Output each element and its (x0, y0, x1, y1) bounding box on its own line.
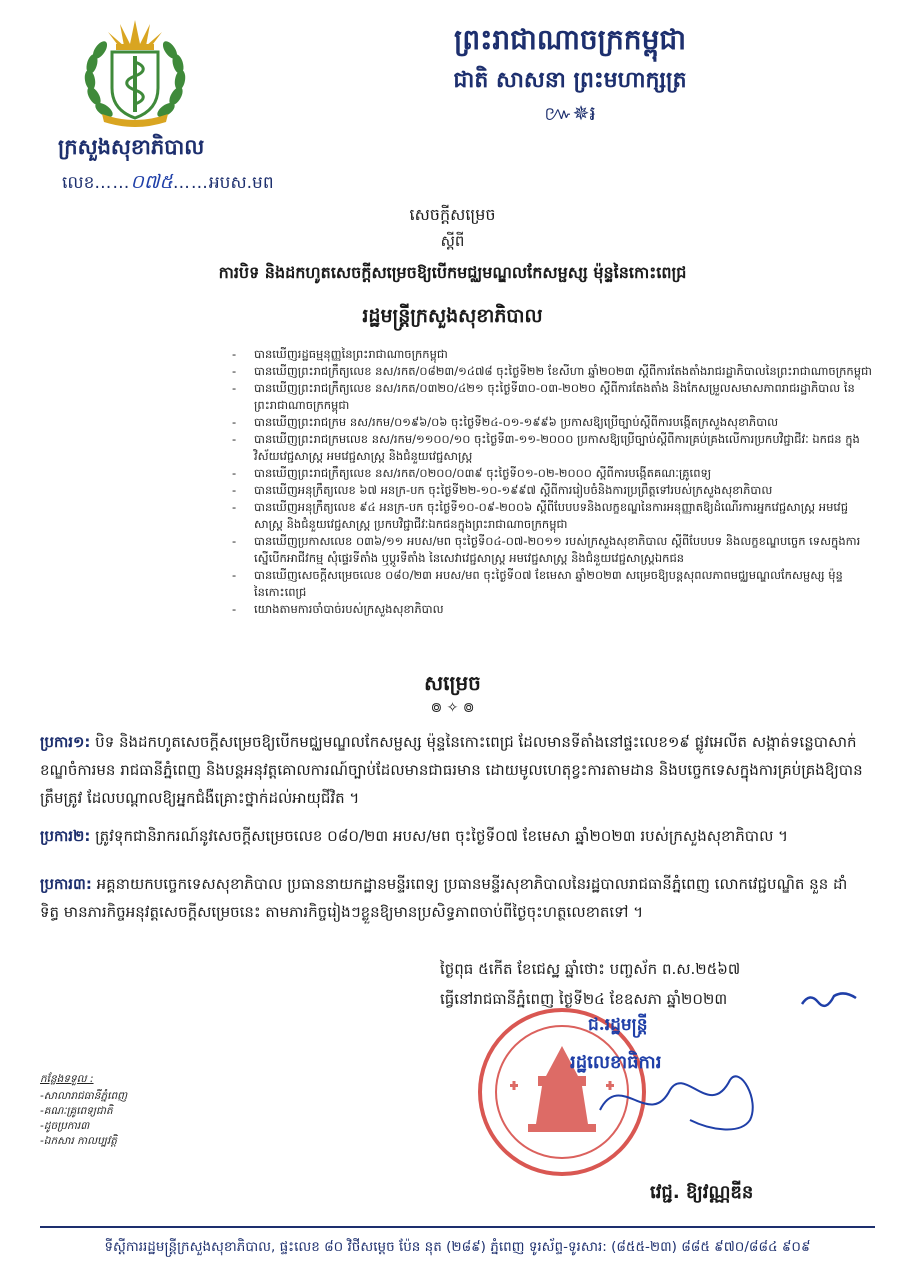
list-item: - បានឃើញរដ្ឋធម្មនុញ្ញនៃព្រះរាជាណាចក្រកម្ពុជា (232, 347, 448, 361)
list-item: - បានឃើញព្រះរាជក្រមលេខ នស/រកម/១១០០/១០ ចុះថ្ងៃទី៣-១១-២០០០ ប្រកាសឱ្យប្រើច្បាប់ស្តីពីការគ្រប់គ្រងលើការប្រកបវិជ្ជាជីវៈ ឯកជន ក្នុងវិស័យវេជ្ជសាស្ត្រ អមវេជ្ជសាស្ត្រ និងជំនួយវេជ្ជសាស្ត្រ (232, 432, 860, 463)
footer-address: ទីស្តីការរដ្ឋមន្ត្រីក្រសួងសុខាភិបាល, ផ្ទះលេខ ៨០ វិថីសម្តេច ប៉ែន នុត (២៨៩) ភ្នំពេញ ទូរស័ព្ទ-ទូរសារ: (៨៥៥-២៣) ៨៨៥ ៩៧០/៨៨៤ ៩០៩ (104, 1239, 811, 1255)
signatory-name: វេជ្ជ. ឱ្យវណ្ណឌីន (650, 1182, 754, 1203)
doc-subject: ការបិទ និងដកហូតសេចក្តីសម្រេចឱ្យបើកមជ្ឈមណ្ឌលកែសម្ផស្ស ម៉ុន្ទនៃកោះពេជ្រ (218, 263, 687, 282)
ref-suffix: អបស.មព (208, 173, 274, 193)
signature-title: ជ.រដ្ឋមន្ត្រី (588, 1015, 648, 1035)
article-label: ប្រការ២: (40, 827, 91, 845)
place-date: ធ្វើនៅរាជធានីភ្នំពេញ ថ្ងៃទី២៤ ខែឧសភា ឆ្នាំ២០២៣ (440, 990, 728, 1008)
health-ministry-emblem-icon (80, 18, 190, 130)
distribution-title: កន្លែងទទួល : (40, 1073, 94, 1085)
ref-number: ០៧៥ (130, 171, 173, 193)
article-text: បិទ និងដកហូតសេចក្តីសម្រេចឱ្យបើកមជ្ឈមណ្ឌលកែសម្ផស្ស ម៉ុន្ទនៃកោះពេជ្រ ដែលមានទីតាំងនៅផ្ទះលេខ១៩ ផ្លូវអេលីត សង្កាត់ទន្លេបាសាក់ ខណ្ឌចំការមន រាជធានីភ្នំពេញ និងបន្តអនុវត្តគោលការណ៍ច្បាប់ដែលមានជាធរមាន ដោយមូលហេតុខ្វះការតាមដាន និងបច្ចេកទេសក្នុងការគ្រប់គ្រងឱ្យបានត្រឹមត្រូវ ដែលបណ្តាលឱ្យអ្នកជំងឺគ្រោះថ្នាក់ដល់អាយុជីវិត ។ (40, 733, 863, 807)
article-2 (40, 822, 865, 850)
list-item: - បានឃើញព្រះរាជក្រឹត្យលេខ នស/រកត/០៣២០/៤២១ ចុះថ្ងៃទី៣០-០៣-២០២០ ស្តីពីការតែងតាំង និងកែសម្រួលសមាសភាពរាជរដ្ឋាភិបាល នៃព្រះរាជាណាចក្រកម្ពុជា (232, 381, 855, 412)
signature-role: រដ្ឋលេខាធិការ (570, 1052, 662, 1073)
article-label: ប្រការ៣: (40, 875, 92, 893)
doc-subtitle: ស្តីពី (440, 232, 465, 250)
list-item: - បានឃើញព្រះរាជក្រឹត្យលេខ នស/រកត/០២០០/០៣៩ ចុះថ្ងៃទី០១-០២-២០០០ ស្តីពីការបង្កើតគណៈគ្រូពេទ្យ (232, 466, 712, 480)
ministry-name: ក្រសួងសុខាភិបាល (58, 134, 205, 159)
list-item: -គណៈគ្រូពេទ្យជាតិ (40, 1105, 113, 1117)
distribution-list (40, 1072, 127, 1149)
list-item: - បានឃើញព្រះរាជក្រឹត្យលេខ នស/រកត/០៨២៣/១៤៧៨ ចុះថ្ងៃទី២២ ខែសីហា ឆ្នាំ២០២៣ ស្តីពីការតែងតាំងរាជរដ្ឋាភិបាលនៃព្រះរាជាណាចក្រកម្ពុជា (232, 364, 872, 378)
article-label: ប្រការ១: (40, 733, 91, 751)
list-item: -ឯកសារ កាលប្បវត្តិ (40, 1135, 117, 1147)
decision-ornament: ៙ ✧ ៙ (430, 700, 475, 716)
list-item: - បានឃើញប្រកាសលេខ ០៣៦/១១ អបស/មព ចុះថ្ងៃទី០៤-០៧-២០១១ របស់ក្រសួងសុខាភិបាល ស្តីពីបែបបទ និងលក្ខខណ្ឌបច្ចេក ទេសក្នុងការស្នើបើកអាជីវកម្ម សុំផ្ទេរទីតាំង ឬប្តូរទីតាំង នៃសេវាវេជ្ជសាស្ត្រ អមវេជ្ជសាស្ត្រ និងជំនួយវេជ្ជសាស្ត្រឯកជន (232, 534, 861, 565)
header-ornament: ៚✵៛ (544, 101, 596, 125)
ref-prefix: លេខ (62, 173, 95, 193)
reference-number: លេខ……០៧៥……អបស.មព (62, 171, 274, 193)
signature-icon (590, 1060, 770, 1140)
article-3 (40, 870, 865, 926)
doc-title: សេចក្តីសម្រេច (409, 205, 496, 224)
list-item: - យោងតាមការចាំបាច់របស់ក្រសួងសុខាភិបាល (232, 602, 444, 616)
handwritten-signature (590, 1060, 770, 1144)
article-text: ត្រូវទុកជានិរាករណ៍នូវសេចក្តីសម្រេចលេខ ០៨០/២៣ អបស/មព ចុះថ្ងៃទី០៧ ខែមេសា ឆ្នាំ២០២៣ របស់ក្រសួងសុខាភិបាល ។ (95, 827, 789, 845)
list-item: - បានឃើញព្រះរាជក្រម នស/រកម/០១៩៦/០៦ ចុះថ្ងៃទី២៤-០១-១៩៩៦ ប្រកាសឱ្យប្រើច្បាប់ស្តីពីការបង្កើតក្រសួងសុខាភិបាល (232, 415, 779, 429)
footer-divider (40, 1226, 875, 1228)
kingdom-motto: ជាតិ សាសនា ព្រះមហាក្សត្រ (453, 67, 687, 93)
list-item: - បានឃើញអនុក្រឹត្យលេខ ៩៤ អនក្រ-បក ចុះថ្ងៃទី១០-០៩-២០០៦ ស្តីពីបែបបទនិងលក្ខខណ្ឌនៃការអនុញ្ញាតឱ្យដំណើរការអ្នកវេជ្ជសាស្ត្រ អមវេជ្ជសាស្ត្រ និងជំនួយវេជ្ជសាស្ត្រ ប្រកបវិជ្ជាជីវៈឯកជនក្នុងព្រះរាជាណាចក្រកម្ពុជា (232, 500, 848, 531)
date-ink-mark (800, 986, 860, 1014)
article-text: អគ្គនាយកបច្ចេកទេសសុខាភិបាល ប្រធាននាយកដ្ឋានមន្ទីរពេទ្យ ប្រធានមន្ទីរសុខាភិបាលនៃរដ្ឋបាលរាជធានីភ្នំពេញ លោកវេជ្ជបណ្ឌិត នួន ដាំទិត្ធ មានភារកិច្ចអនុវត្តសេចក្តីសម្រេចនេះ តាមភារកិច្ចរៀងៗខ្លួនឱ្យមានប្រសិទ្ធភាពចាប់ពីថ្ងៃចុះហត្ថលេខាតទៅ ។ (40, 875, 848, 921)
kingdom-title: ព្រះរាជាណាចក្រកម្ពុជា (453, 23, 686, 56)
list-item: - បានឃើញសេចក្តីសម្រេចលេខ ០៨០/២៣ អបស/មព ចុះថ្ងៃទី០៧ ខែមេសា ឆ្នាំ២០២៣ សម្រេចឱ្យបន្តសុពលភាពមជ្ឈមណ្ឌលកែសម្ផស្ស ម៉ុន្ទនៃកោះពេជ្រ (232, 568, 843, 599)
ministry-logo (80, 18, 190, 130)
list-item: -សាលារាជធានីភ្នំពេញ (40, 1090, 128, 1102)
considerations-list (232, 346, 872, 618)
article-1 (40, 728, 865, 812)
list-item: -ដូចប្រការ៣ (40, 1120, 90, 1132)
minister-heading: រដ្ឋមន្ត្រីក្រសួងសុខាភិបាល (362, 305, 543, 327)
lunar-date: ថ្ងៃពុធ ៥កើត ខែជេស្ឋ ឆ្នាំថោះ បញ្ចស័ក ព.ស.២៥៦៧ (440, 960, 741, 978)
decision-heading: សម្រេច (424, 671, 481, 695)
list-item: - បានឃើញអនុក្រឹត្យលេខ ៦៧ អនក្រ-បក ចុះថ្ងៃទី២២-១០-១៩៩៧ ស្តីពីការរៀបចំនិងការប្រព្រឹត្តទៅរបស់ក្រសួងសុខាភិបាល (232, 483, 773, 497)
